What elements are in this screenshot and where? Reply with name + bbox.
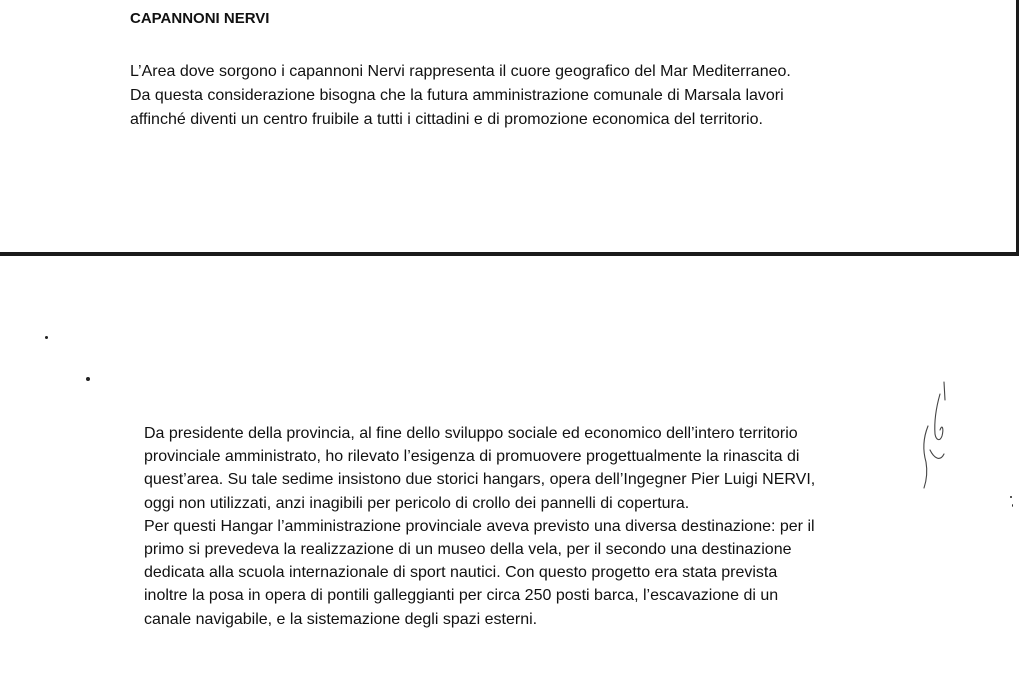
text-line: Da questa considerazione bisogna che la futura amministrazione comunale di Marsala lavori xyxy=(130,87,784,104)
top-page-fragment xyxy=(0,0,1019,256)
text-line: provinciale amministrato, ho rilevato l’esigenza di promuovere progettualmente la rinascita di xyxy=(144,448,800,466)
scan-speck xyxy=(86,377,90,381)
text-line: canale navigabile, e la sistemazione degli spazi esterni. xyxy=(144,610,538,628)
text-line: Da presidente della provincia, al fine dello sviluppo sociale ed economico dell’intero territorio xyxy=(144,425,798,442)
intro-paragraph xyxy=(130,60,990,132)
text-line: primo si prevedeva la realizzazione di un museo della vela, per il secondo una destinazione xyxy=(144,541,792,559)
text-line: oggi non utilizzati, anzi inagibili per pericolo di crollo dei pannelli di copertura. xyxy=(144,494,690,512)
body-paragraph xyxy=(144,422,904,631)
handwritten-mark xyxy=(904,378,954,493)
text-line: inoltre la posa in opera di pontili galleggianti per circa 250 posti barca, l’escavazione di un xyxy=(144,587,779,605)
text-line: dedicata alla scuola internazionale di sport nautici. Con questo progetto era stata prevista xyxy=(144,564,778,582)
scan-speck xyxy=(1012,504,1013,507)
text-line: affinché diventi un centro fruibile a tutti i cittadini e di promozione economica del territorio. xyxy=(130,111,763,128)
section-heading: CAPANNONI NERVI xyxy=(130,10,270,27)
text-line: quest’area. Su tale sedime insistono due storici hangars, opera dell’Ingegner Pier Luigi NERVI, xyxy=(144,471,816,489)
scan-speck xyxy=(1010,496,1012,498)
scan-speck xyxy=(45,336,48,339)
text-line: Per questi Hangar l’amministrazione provinciale aveva previsto una diversa destinazione: per il xyxy=(144,517,815,535)
text-line: L’Area dove sorgono i capannoni Nervi rappresenta il cuore geografico del Mar Mediterraneo. xyxy=(130,63,791,80)
